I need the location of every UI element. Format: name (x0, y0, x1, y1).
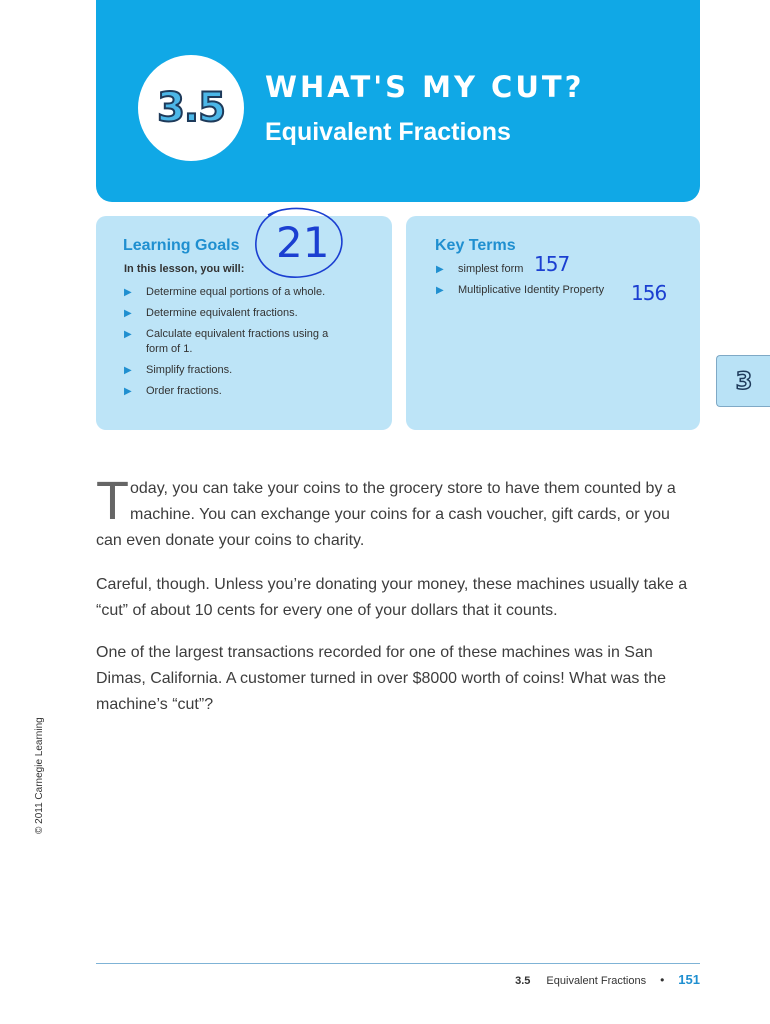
lesson-title: WHAT'S MY CUT? (265, 70, 585, 104)
list-item: ▶ Determine equal portions of a whole. (124, 285, 364, 300)
drop-cap: T (96, 471, 129, 531)
lesson-subtitle: Equivalent Fractions (265, 118, 511, 146)
page-number: 151 (678, 972, 700, 987)
intro-paragraph (96, 471, 700, 554)
key-terms-heading: Key Terms (435, 237, 516, 254)
footer-lesson-title: Equivalent Fractions (546, 975, 647, 987)
handwritten-page-ref-identity: 156 (631, 281, 667, 305)
handwritten-page-ref-simplest-form: 157 (534, 252, 570, 276)
paragraph: Careful, though. Unless you’re donating your money, these machines usually take a “cut” of about 10 cents for every one of your dollars that it counts. (96, 576, 688, 619)
paragraph-text: oday, you can take your coins to the grocery store to have them counted by a machine. You can exchange your coins for a cash voucher, gift cards, or you can even donate your coins to charity. (96, 480, 676, 549)
list-item: ▶ Order fractions. (124, 384, 364, 399)
footer-rule (96, 963, 700, 964)
list-item: ▶ Calculate equivalent fractions using a form of 1. (124, 327, 346, 357)
page-footer (515, 972, 700, 987)
paragraph: One of the largest transactions recorded for one of these machines was in San Dimas, California. A customer turned in over $8000 worth of coins! What was the machine’s “cut”? (96, 644, 667, 713)
list-item: ▶ Determine equivalent fractions. (124, 306, 364, 321)
footer-bullet: • (660, 973, 665, 987)
key-term-item: ▶ simplest form (436, 262, 696, 277)
learning-goals-heading: Learning Goals (123, 237, 240, 254)
list-item: ▶ Simplify fractions. (124, 363, 364, 378)
lesson-number-badge (138, 55, 244, 161)
lesson-number: 3.5 (157, 85, 225, 131)
chapter-tab[interactable] (716, 355, 770, 407)
footer-lesson-number: 3.5 (515, 975, 531, 987)
learning-goals-list (124, 285, 364, 405)
copyright-note: © 2011 Carnegie Learning (34, 717, 45, 834)
key-terms-list (436, 262, 696, 304)
key-term-item: ▶ Multiplicative Identity Property (436, 283, 696, 298)
learning-goals-intro: In this lesson, you will: (124, 263, 245, 275)
key-terms-panel (406, 216, 700, 430)
circled-number: 21 (276, 218, 330, 267)
learning-goals-panel (96, 216, 392, 430)
chapter-tab-number: 3 (735, 367, 753, 395)
